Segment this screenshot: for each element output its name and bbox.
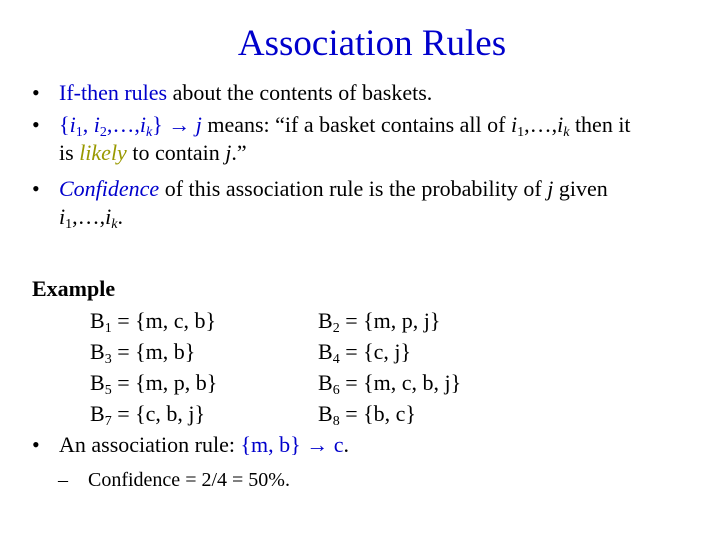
confidence-term: Confidence xyxy=(59,176,160,201)
example-heading: Example xyxy=(32,276,116,301)
basket-b1: $B_1 = \{m$, c, b} xyxy=(90,308,217,336)
rule-example: {m, b} → c xyxy=(240,432,344,457)
basket-b5: $B_5 = \{m$, p, b} xyxy=(90,370,218,398)
basket-b6: $B_6 = \{m$, c, b, j} xyxy=(318,370,462,398)
slide-title: Association Rules xyxy=(237,23,507,64)
basket-b4: $B_4 = \{c$, j} xyxy=(318,339,412,367)
confidence-calc-text: Confidence = 2/4 = 50%. xyxy=(88,469,290,491)
bullet-text: {$i_1$, $i_2,\dots,i_k\} \to j$ means: “if a basket contains all of $i_1,\dots,i_k$ then it is likely to contain j.” xyxy=(59,112,631,165)
rule-set-notation: {$i_1$, $i_2,\dots,i_k\} \to j$ xyxy=(59,112,202,140)
confidence-calculation xyxy=(58,467,290,493)
likely-term: likely xyxy=(79,140,127,165)
bullet-text: An association rule: {m, b} → c. xyxy=(59,432,349,457)
basket-b2: $B_2 = \{m$, p, j} xyxy=(318,308,441,336)
bullet-text: Confidence of this association rule is the probability of j given $i_1,\dots,i_k$. xyxy=(59,176,608,232)
basket-b8: $B_8 = \{b$, c} xyxy=(318,401,416,429)
basket-b3: $B_3 = \{m$, b} xyxy=(90,339,196,367)
bullet-association-rule xyxy=(32,431,702,459)
bullet-icon: • xyxy=(32,432,40,457)
bullet-icon: • xyxy=(32,112,40,137)
if-then-term: If-then rules xyxy=(59,80,168,105)
if-then-rest: about the contents of baskets. xyxy=(167,80,433,105)
basket-b7: $B_7 = \{c$, b, j} xyxy=(90,401,206,429)
bullet-icon: • xyxy=(32,80,40,105)
bullet-icon: • xyxy=(32,176,40,201)
dash-icon: – xyxy=(58,469,68,491)
